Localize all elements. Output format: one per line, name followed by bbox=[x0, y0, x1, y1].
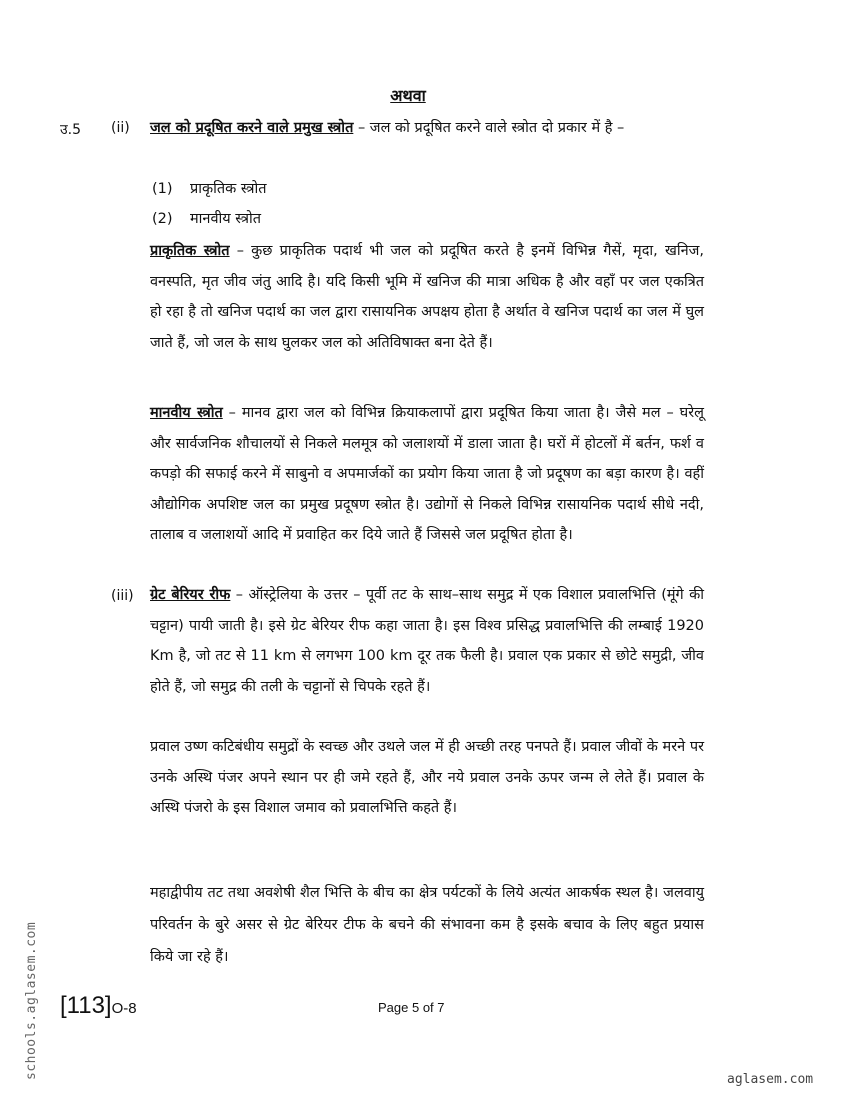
list-item-text: प्राकृतिक स्त्रोत bbox=[190, 181, 267, 197]
paper-code-suffix: O-8 bbox=[111, 1000, 137, 1017]
list-item-number: (2) bbox=[152, 211, 173, 227]
human-sources-paragraph bbox=[150, 398, 704, 551]
part-iii-paragraph-1 bbox=[150, 580, 704, 702]
part-ii-intro-text: – जल को प्रदूषित करने वाले स्त्रोत दो प्रकार में है – bbox=[353, 120, 625, 136]
part-iii-paragraph-3: महाद्वीपीय तट तथा अवशेषी शैल भित्ति के बीच का क्षेत्र पर्यटकों के लिये अत्यंत आकर्षक स्थल है। जलवायु परिवर्तन के बुरे असर से ग्रेट बेरियर टीफ के बचने की संभावना कम है इसके बचाव के लिए बहुत प्रयास किये जा रहे हैं। bbox=[150, 885, 704, 965]
question-number: उ.5 bbox=[60, 122, 82, 138]
natural-sources-heading: प्राकृतिक स्त्रोत bbox=[150, 243, 230, 259]
list-item bbox=[152, 178, 267, 198]
part-ii-label: (ii) bbox=[111, 120, 130, 136]
natural-sources-paragraph bbox=[150, 236, 704, 358]
list-item-text: मानवीय स्त्रोत bbox=[190, 211, 261, 227]
human-sources-text: – मानव द्वारा जल को विभिन्न क्रियाकलापों द्वारा प्रदूषित किया जाता है। जैसे मल – घरेलू और सार्वजनिक शौचालयों से निकले मलमूत्र को जलाशयों में डाला जाता है। घरों में होटलों में बर्तन, फर्श व कपड़ो की सफाई करने में साबुनो व अपमार्जकों का प्रयोग किया जाता है जो प्रदूषण का बड़ा कारण है। वहीं औद्योगिक अपशिष्ट जल का प्रमुख प्रदूषण स्त्रोत है। उद्योगों से निकले विभिन्न रासायनिक पदार्थ सीधे नदी, तालाब व जलाशयों आदि में प्रवाहित कर दिये जाते हैं जिससे जल प्रदूषित होता है। bbox=[150, 405, 704, 543]
heading-or: अथवा bbox=[390, 86, 426, 105]
side-watermark: schools.aglasem.com bbox=[24, 921, 39, 1080]
paper-code-main: [113] bbox=[60, 992, 112, 1019]
human-sources-heading: मानवीय स्त्रोत bbox=[150, 405, 223, 421]
part-iii-label: (iii) bbox=[111, 588, 134, 604]
list-item bbox=[152, 208, 261, 228]
bottom-right-watermark: aglasem.com bbox=[727, 1072, 814, 1087]
page-number: Page 5 of 7 bbox=[378, 1000, 445, 1015]
part-iii-paragraph-2: प्रवाल उष्ण कटिबंधीय समुद्रों के स्वच्छ और उथले जल में ही अच्छी तरह पनपते हैं। प्रवाल जीवों के मरने पर उनके अस्थि पंजर अपने स्थान पर ही जमे रहते हैं, और नये प्रवाल उनके ऊपर जन्म ले लेते हैं। प्रवाल के अस्थि पंजरो के इस विशाल जमाव को प्रवालभित्ति कहते हैं। bbox=[150, 739, 704, 816]
part-iii-text-1: – ऑस्ट्रेलिया के उत्तर – पूर्वी तट के साथ–साथ समुद्र में एक विशाल प्रवालभित्ति (मूंगे की चट्टान) पायी जाती है। इसे ग्रेट बेरियर रीफ कहा जाता है। इस विश्व प्रसिद्ध प्रवालभित्ति की लम्बाई 1920 Km है, जो तट से 11 km से लगभग 100 km दूर तक फैली है। प्रवाल एक प्रकार से छोटे समुद्री, जीव होते हैं, जो समुद्र की तली के चट्टानों से चिपके रहते हैं। bbox=[150, 587, 704, 695]
part-ii-title: जल को प्रदूषित करने वाले प्रमुख स्त्रोत bbox=[150, 120, 354, 136]
part-iii-title: ग्रेट बेरियर रीफ bbox=[150, 587, 231, 603]
part-ii-intro bbox=[150, 113, 704, 144]
natural-sources-text: – कुछ प्राकृतिक पदार्थ भी जल को प्रदूषित करते है इनमें विभिन्न गैसें, मृदा, खनिज, वनस्पति, मृत जीव जंतु आदि है। यदि किसी भूमि में खनिज की मात्रा अधिक है और वहाँ पर जल एकत्रित हो रहा है तो खनिज पदार्थ का जल द्वारा रासायनिक अपक्षय होता है अर्थात वे खनिज पदार्थ का जल में घुल जाते हैं, जो जल के साथ घुलकर जल को अतिविषाक्त बना देते हैं। bbox=[150, 243, 704, 351]
list-item-number: (1) bbox=[152, 181, 173, 197]
paper-code bbox=[60, 992, 137, 1020]
